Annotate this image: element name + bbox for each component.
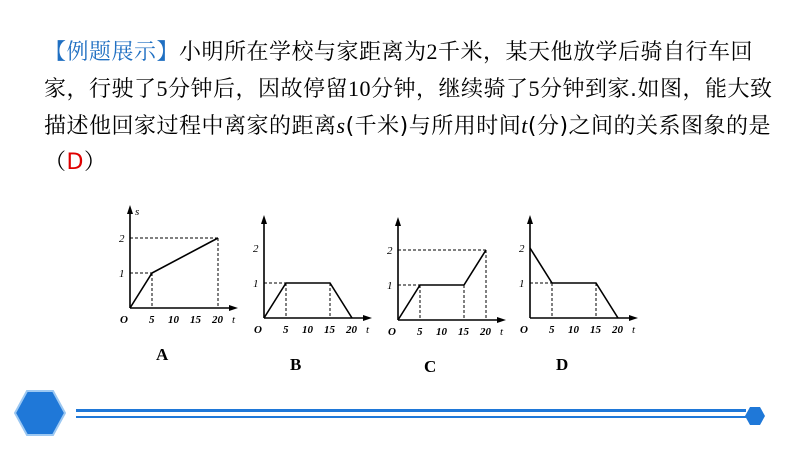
graph-D (527, 215, 638, 321)
footer-line-thin (76, 416, 746, 418)
q-s-var: s (336, 113, 346, 138)
y-tick-label: 1 (387, 280, 393, 292)
q-t1: 5 (156, 76, 169, 101)
option-label: C (424, 357, 437, 376)
hexagon-icon (14, 390, 66, 436)
x-tick-label: O (120, 314, 128, 326)
x-tick-label: 10 (568, 324, 579, 336)
y-tick-label: 1 (119, 268, 125, 280)
y-tick-label: 1 (519, 278, 525, 290)
x-tick-label: O (520, 324, 528, 336)
x-tick-label: 5 (283, 324, 289, 336)
data-line (530, 248, 618, 318)
x-tick-label: 5 (149, 314, 155, 326)
y-tick-label: 2 (387, 245, 393, 257)
data-line (398, 250, 486, 320)
x-tick-label: 20 (346, 324, 357, 336)
y-axis-label: s (135, 206, 140, 218)
x-tick-label: 20 (480, 326, 491, 338)
option-graphs (110, 200, 670, 380)
y-axis-arrow (261, 215, 267, 224)
x-axis-label: t (366, 324, 370, 336)
x-tick-label: O (254, 324, 262, 336)
y-tick-label: 2 (119, 233, 125, 245)
x-axis-label: t (232, 314, 236, 326)
x-axis-label: t (632, 324, 636, 336)
q-part5: 分钟到家.如图，能大致描述他回家过程中离家的距离 (44, 77, 773, 139)
x-tick-label: 15 (458, 326, 469, 338)
q-part7: (分)之间的关系图象的是（ (44, 114, 772, 175)
example-tag: 【例题展示】 (44, 40, 180, 65)
x-tick-label: 5 (549, 324, 555, 336)
x-tick-label: 15 (324, 324, 335, 336)
x-axis-arrow (629, 315, 638, 321)
data-line (130, 238, 218, 308)
option-label: D (556, 355, 569, 374)
graph-A (127, 205, 238, 311)
q-dist: 2 (426, 39, 439, 64)
q-part4: 分钟，继续骑了 (371, 77, 529, 102)
x-axis-arrow (229, 305, 238, 311)
q-part1: 小明所在学校与家距离为 (179, 40, 427, 65)
y-tick-label: 2 (519, 243, 525, 255)
x-tick-label: 10 (436, 326, 447, 338)
x-tick-label: 15 (190, 314, 201, 326)
y-axis-arrow (127, 205, 133, 214)
question-text (44, 34, 784, 181)
x-tick-label: 20 (212, 314, 223, 326)
x-axis-label: t (500, 326, 504, 338)
q-part2: 千米，某天他放学后骑自行车回家，行驶了 (44, 40, 754, 102)
y-tick-label: 1 (253, 278, 259, 290)
option-label: B (290, 355, 302, 374)
hexagon-icon (744, 406, 766, 426)
graph-C (395, 217, 506, 323)
q-t-var: t (521, 113, 528, 138)
y-tick-label: 2 (253, 243, 259, 255)
x-axis-arrow (363, 315, 372, 321)
x-tick-label: 10 (168, 314, 179, 326)
footer-line (76, 409, 746, 412)
option-label: A (156, 345, 169, 364)
q-part6: (千米)与所用时间 (345, 114, 522, 139)
x-axis-arrow (497, 317, 506, 323)
q-part8: ） (83, 150, 107, 175)
x-tick-label: O (388, 326, 396, 338)
answer-letter: D (66, 150, 84, 175)
x-tick-label: 5 (417, 326, 423, 338)
x-tick-label: 15 (590, 324, 601, 336)
q-part3: 分钟后，因故停留 (168, 77, 349, 102)
q-t2: 10 (348, 76, 372, 101)
x-tick-label: 10 (302, 324, 313, 336)
y-axis-arrow (527, 215, 533, 224)
x-tick-label: 20 (612, 324, 623, 336)
graph-B (261, 215, 372, 321)
y-axis-arrow (395, 217, 401, 226)
q-t3: 5 (528, 76, 541, 101)
data-line (264, 283, 352, 318)
